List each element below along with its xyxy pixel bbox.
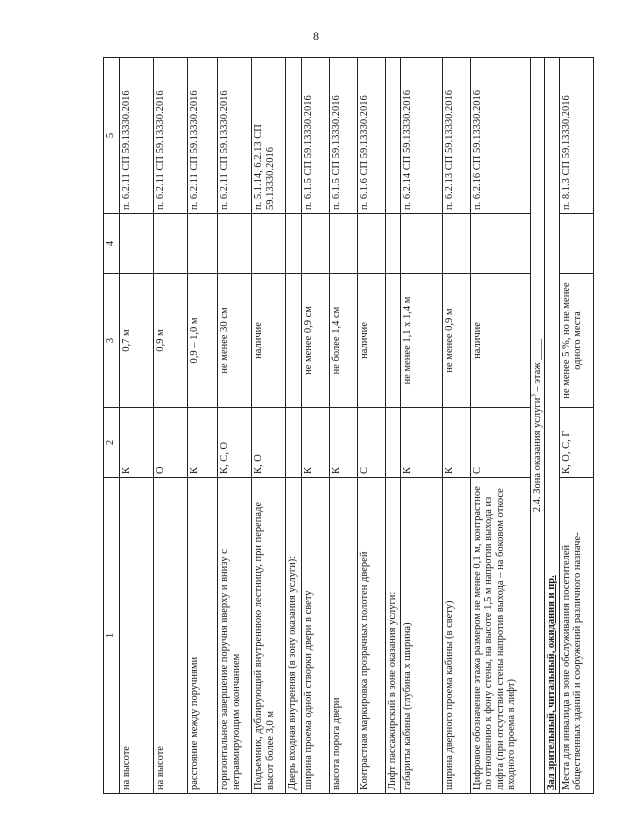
cell-reference: п. 6.2.14 СП 59.13330.2016 xyxy=(400,58,442,214)
cell-reference: п. 6.2.11 СП 59.13330.2016 xyxy=(218,58,252,214)
column-number: 2 xyxy=(104,408,120,478)
cell-actual xyxy=(120,214,154,274)
column-number-row xyxy=(104,58,120,794)
cell-requirement: ширина дверного проема кабины (в свету) xyxy=(442,478,470,794)
requirements-table-rotated xyxy=(103,58,583,794)
cell-category: С xyxy=(358,408,386,478)
cell-norm: не менее 30 см xyxy=(218,274,252,408)
cell-requirement: Лифт пассажирский в зоне оказания услуги: xyxy=(386,478,401,794)
table-row xyxy=(252,58,286,794)
cell-requirement: Места для инвалида в зоне обслуживания посетителей общественных зданий и сооружений различного назначе- xyxy=(559,478,593,794)
table-row xyxy=(218,58,252,794)
table-row xyxy=(442,58,470,794)
cell-actual xyxy=(252,214,286,274)
cell-norm: 0,9 м xyxy=(154,274,188,408)
cell-actual xyxy=(400,214,442,274)
table-row xyxy=(559,58,593,794)
table-row xyxy=(358,58,386,794)
cell-category xyxy=(386,408,401,478)
cell-requirement: на высоте xyxy=(120,478,154,794)
cell-norm: не более 1,4 см xyxy=(330,274,358,408)
cell-category: К xyxy=(400,408,442,478)
cell-requirement: Цифровое обозначение этажа размером не менее 0,1 м, контрастное по отношению к фону стены, на высоте 1,5 м напротив выхода из лифта (при отсутствии стены напротив выхода – на боковом откосе входного проема в лифт) xyxy=(470,478,530,794)
cell-category: К xyxy=(442,408,470,478)
cell-actual xyxy=(218,214,252,274)
cell-norm: не менее 1,1 х 1,4 м xyxy=(400,274,442,408)
table-row xyxy=(286,58,302,794)
cell-actual xyxy=(442,214,470,274)
cell-category: К xyxy=(120,408,154,478)
cell-norm: 0,7 м xyxy=(120,274,154,408)
cell-requirement: Дверь входная внутренняя (в зону оказания услуги): xyxy=(286,478,302,794)
cell-actual xyxy=(559,214,593,274)
table-row xyxy=(330,58,358,794)
page-number: 8 xyxy=(313,29,319,43)
requirements-table xyxy=(103,57,594,794)
column-number: 5 xyxy=(104,58,120,214)
cell-reference: п. 5.1.14, 6.2.13 СП 59.13330.2016 xyxy=(252,58,286,214)
cell-category: К, О xyxy=(252,408,286,478)
cell-reference: п. 6.2.11 СП 59.13330.2016 xyxy=(188,58,218,214)
cell-actual xyxy=(286,214,302,274)
section-title: 2.4. Зона оказания услуги xyxy=(531,397,543,513)
cell-reference xyxy=(386,58,401,214)
cell-norm: наличие xyxy=(358,274,386,408)
cell-norm: не менее 0,9 м xyxy=(442,274,470,408)
cell-actual xyxy=(330,214,358,274)
cell-actual xyxy=(154,214,188,274)
cell-requirement: ширина проема одной створки двери в свету xyxy=(302,478,330,794)
table-body xyxy=(104,58,594,794)
cell-requirement: высота порога двери xyxy=(330,478,358,794)
table-row xyxy=(400,58,442,794)
table-row xyxy=(188,58,218,794)
cell-category: К, С, О xyxy=(218,408,252,478)
cell-actual xyxy=(358,214,386,274)
cell-actual xyxy=(386,214,401,274)
cell-category: К xyxy=(188,408,218,478)
cell-reference: п. 6.2.11 СП 59.13330.2016 xyxy=(120,58,154,214)
cell-norm: 0,9 – 1,0 м xyxy=(188,274,218,408)
table-row xyxy=(120,58,154,794)
cell-norm: не менее 5 %, но не менее одного места xyxy=(559,274,593,408)
cell-requirement: горизонтальное завершение поручня вверху и внизу с нетравмирующим окончанием xyxy=(218,478,252,794)
cell-requirement: Контрастная маркировка прозрачных полотен дверей xyxy=(358,478,386,794)
cell-requirement: Подъемник, дублирующий внутреннюю лестницу, при перепаде высот более 3,0 м xyxy=(252,478,286,794)
cell-category xyxy=(286,408,302,478)
cell-norm: наличие xyxy=(470,274,530,408)
section-row xyxy=(530,58,545,794)
cell-reference xyxy=(286,58,302,214)
cell-category: К xyxy=(330,408,358,478)
cell-category: С xyxy=(470,408,530,478)
hall-title: Зал зрительный, читальный, ожидания и пр. xyxy=(545,58,560,794)
column-number: 4 xyxy=(104,214,120,274)
cell-actual xyxy=(302,214,330,274)
cell-norm xyxy=(386,274,401,408)
table-row xyxy=(386,58,401,794)
section-footnote-mark: 3 xyxy=(529,394,537,398)
column-number: 1 xyxy=(104,478,120,794)
cell-actual xyxy=(470,214,530,274)
cell-reference: п. 6.1.6 СП 59.13330.2016 xyxy=(358,58,386,214)
cell-reference: п. 6.1.5 СП 59.13330.2016 xyxy=(302,58,330,214)
cell-norm: не менее 0,9 см xyxy=(302,274,330,408)
cell-reference: п. 6.2.13 СП 59.13330.2016 xyxy=(442,58,470,214)
table-row xyxy=(154,58,188,794)
section-heading xyxy=(530,58,545,794)
cell-category: К, О, С, Г xyxy=(559,408,593,478)
table-row xyxy=(470,58,530,794)
cell-norm xyxy=(286,274,302,408)
cell-reference: п. 6.2.11 СП 59.13330.2016 xyxy=(154,58,188,214)
cell-requirement: расстояние между поручнями xyxy=(188,478,218,794)
cell-category: О xyxy=(154,408,188,478)
cell-category: К xyxy=(302,408,330,478)
cell-requirement: на высоте xyxy=(154,478,188,794)
cell-actual xyxy=(188,214,218,274)
column-number: 3 xyxy=(104,274,120,408)
hall-title-row xyxy=(545,58,560,794)
cell-reference: п. 6.2.16 СП 59.13330.2016 xyxy=(470,58,530,214)
table-row xyxy=(302,58,330,794)
cell-reference: п. 6.1.5 СП 59.13330.2016 xyxy=(330,58,358,214)
cell-reference: п. 8.1.3 СП 59.13330.2016 xyxy=(559,58,593,214)
cell-norm: наличие xyxy=(252,274,286,408)
section-suffix: – этаж ____ xyxy=(531,338,543,395)
cell-requirement: габариты кабины (глубина х ширина) xyxy=(400,478,442,794)
